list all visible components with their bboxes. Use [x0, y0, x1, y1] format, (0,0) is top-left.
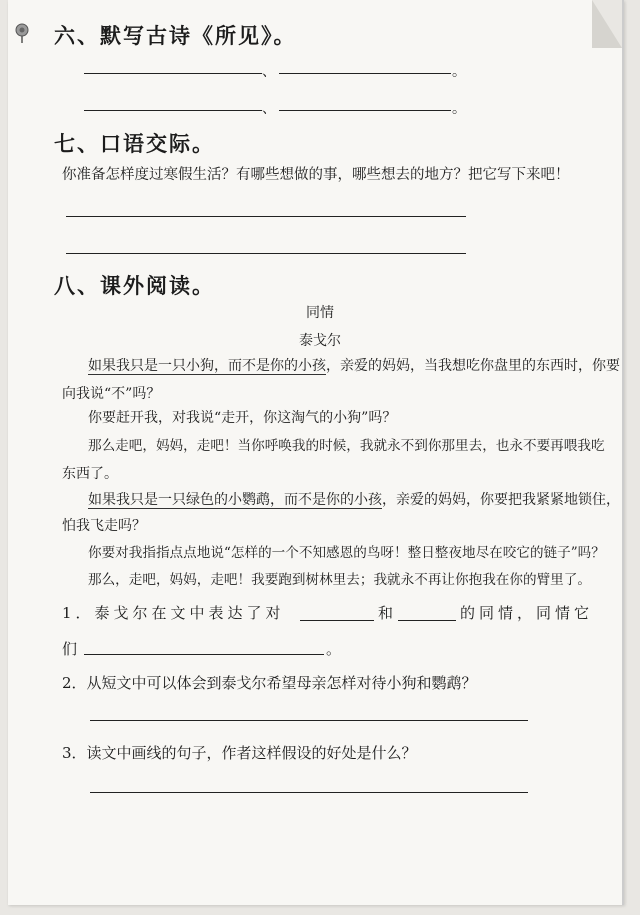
paragraph-2: 你要赶开我，对我说“走开，你这淘气的小狗”吗？ [88, 410, 397, 426]
paragraph-text: ，亲爱的妈妈，当我想吃你盘里的东西时，你要 [326, 358, 620, 374]
poem-separator: 、 [262, 101, 276, 117]
q1-and: 和 [378, 604, 394, 622]
paragraph-text: ，亲爱的妈妈，你要把我紧紧地锁住， [382, 492, 620, 508]
poem-separator: 、 [262, 64, 276, 80]
paragraph-3: 那么走吧，妈妈，走吧！当你呼唤我的时候，我就永不到你那里去，也永不要再喂我吃 [88, 438, 605, 454]
paragraph-5: 你要对我指指点点地说“怎样的一个不知感恩的鸟呀！整日整夜地尽在咬它的链子”吗？ [88, 545, 605, 561]
question-1: 1．泰戈尔在文中表达了对 [62, 604, 285, 622]
passage-author: 泰戈尔 [299, 333, 341, 349]
question-2: 2．从短文中可以体会到泰戈尔希望母亲怎样对待小狗和鹦鹉？ [62, 674, 477, 692]
poem-period: 。 [452, 64, 466, 80]
section8-title: 八、课外阅读。 [54, 273, 215, 298]
q3-answer-line[interactable] [90, 792, 528, 793]
poem-line1-blank-a[interactable] [84, 73, 262, 74]
paragraph-1-cont: 向我说“不”吗？ [62, 386, 161, 402]
q2-answer-line[interactable] [90, 720, 528, 721]
poem-line1-blank-b[interactable] [279, 73, 451, 74]
answer-line-2[interactable] [66, 253, 466, 254]
underlined-sentence: 如果我只是一只绿色的小鹦鹉，而不是你的小孩 [88, 492, 382, 508]
poem-line2-blank-a[interactable] [84, 110, 262, 111]
question-3: 3．读文中画线的句子，作者这样假设的好处是什么？ [62, 744, 417, 762]
underlined-sentence: 如果我只是一只小狗，而不是你的小孩 [88, 358, 326, 374]
answer-line-1[interactable] [66, 216, 466, 217]
q1-blank-a[interactable] [300, 620, 374, 621]
paragraph-3-cont: 东西了。 [62, 466, 118, 482]
q1-blank-b[interactable] [398, 620, 456, 621]
section7-title: 七、口语交际。 [54, 131, 215, 156]
poem-period: 。 [452, 101, 466, 117]
paragraph-4-cont: 怕我飞走吗？ [62, 518, 146, 534]
paragraph-6: 那么，走吧，妈妈，走吧！我要跑到树林里去；我就永不再让你抱我在你的臂里了。 [88, 572, 591, 588]
paragraph-1 [88, 356, 620, 376]
paragraph-4 [88, 490, 620, 510]
page-corner-curl [592, 0, 622, 48]
q1-line2: 们 [62, 640, 78, 658]
q1-blank-c[interactable] [84, 654, 324, 655]
section6-title: 六、默写古诗《所见》。 [54, 23, 297, 48]
poem-line2-blank-b[interactable] [279, 110, 451, 111]
passage-title: 同情 [306, 305, 334, 321]
section7-prompt: 你准备怎样度过寒假生活？有哪些想做的事，哪些想去的地方？把它写下来吧！ [62, 167, 570, 183]
pushpin-icon [10, 20, 34, 44]
q1-text-end: 的同情，同情它 [460, 604, 594, 622]
q1-period: 。 [326, 640, 342, 658]
